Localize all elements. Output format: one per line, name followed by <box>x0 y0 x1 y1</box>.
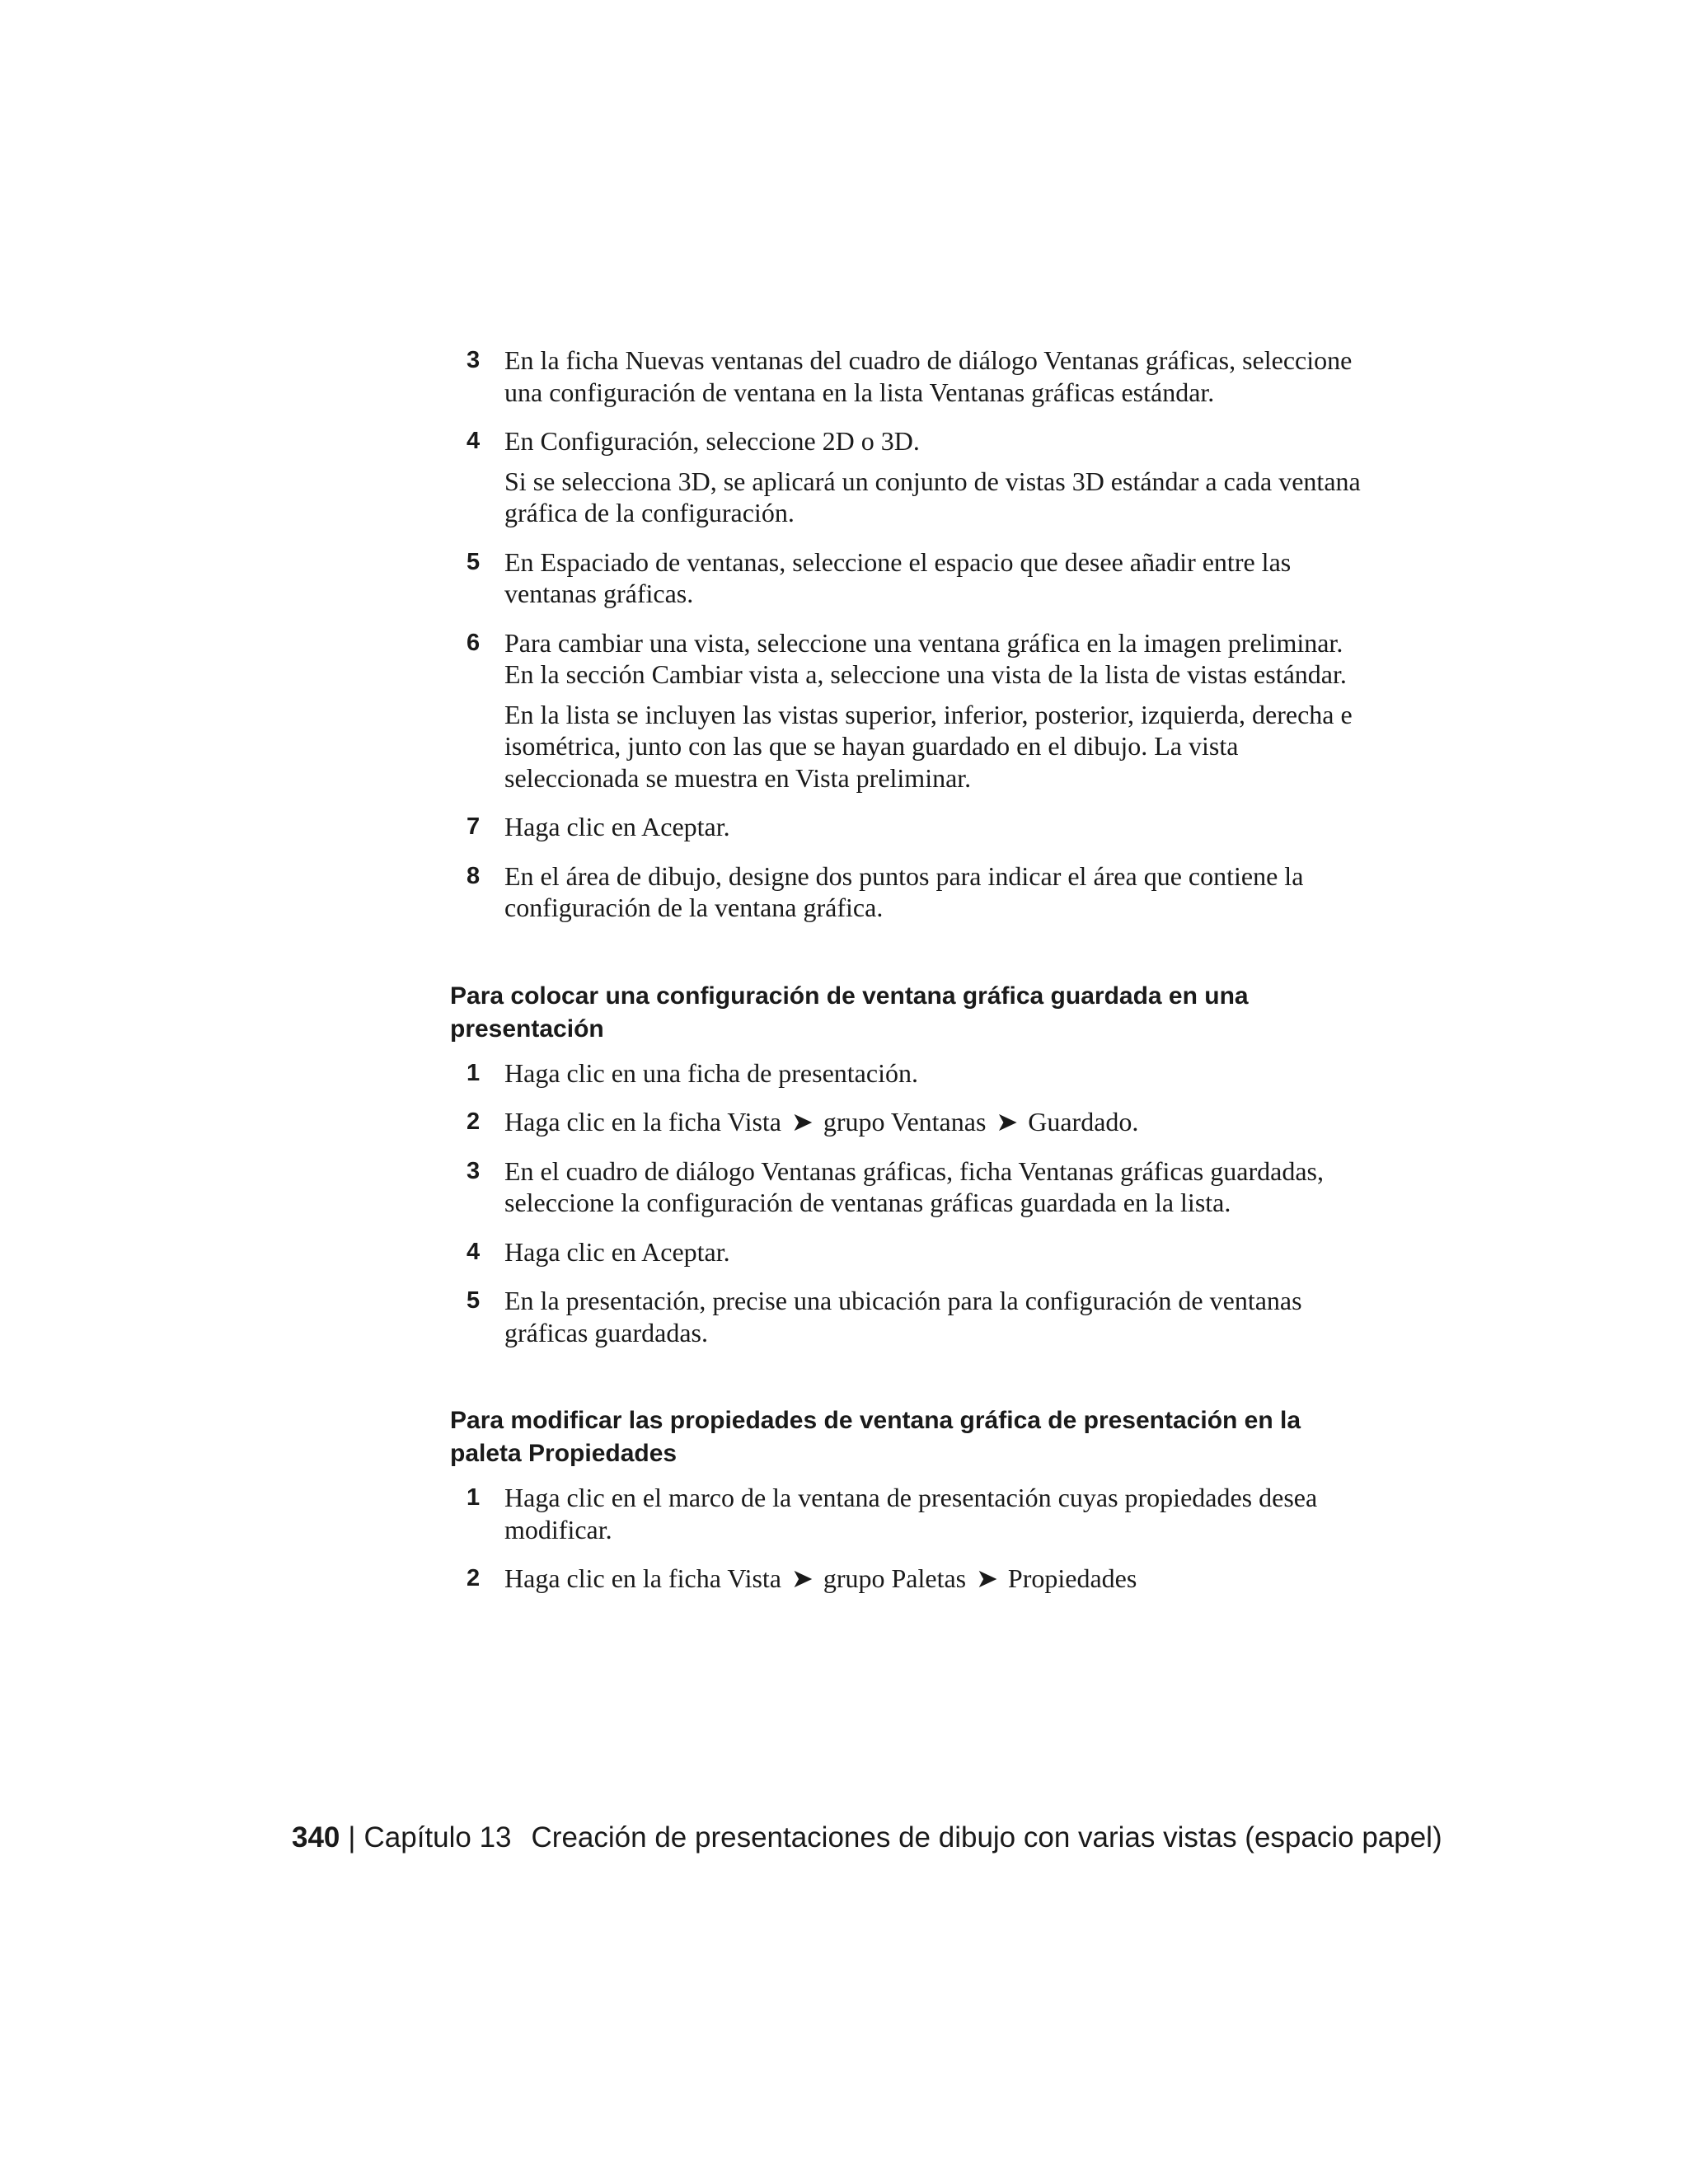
section-heading: Para colocar una configuración de ventana gráfica guardada en una presentación <box>450 982 1249 1043</box>
step-item <box>450 344 1365 408</box>
step-note: En la lista se incluyen las vistas superior, inferior, posterior, izquierda, derecha e isométrica, junto con las que se hayan guardado en el dibujo. La vista seleccionada se muestra en Vista preliminar. <box>504 699 1353 793</box>
step-number: 3 <box>467 347 481 373</box>
step-number: 3 <box>467 1157 481 1184</box>
chapter-label: Capítulo 13 <box>363 1821 512 1854</box>
step-text: En Espaciado de ventanas, seleccione el espacio que desee añadir entre las ventanas gráficas. <box>504 546 1292 608</box>
step-item <box>450 1155 1365 1219</box>
chapter-title: Creación de presentaciones de dibujo con varias vistas (espacio papel) <box>531 1821 1442 1854</box>
step-number: 4 <box>467 428 481 454</box>
section-place-saved-config <box>450 980 1365 1349</box>
page-footer <box>292 1820 1652 1856</box>
step-text: Haga clic en Aceptar. <box>504 812 730 841</box>
section-viewport-config <box>450 344 1365 924</box>
step-note: Si se selecciona 3D, se aplicará un conjunto de vistas 3D estándar a cada ventana gráfica de la configuración. <box>504 466 1361 527</box>
step-number: 4 <box>467 1238 481 1265</box>
step-item <box>450 1563 1365 1595</box>
step-text: En el cuadro de diálogo Ventanas gráficas, ficha Ventanas gráficas guardadas, seleccione la configuración de ventanas gráficas guardada en la lista. <box>504 1155 1324 1217</box>
arrow-separator-icon: ➤ <box>791 1563 814 1593</box>
step-text: Haga clic en el marco de la ventana de presentación cuyas propiedades desea modificar. <box>504 1483 1318 1544</box>
step-text: En el área de dibujo, designe dos puntos para indicar el área que contiene la configuración de la ventana gráfica. <box>504 860 1304 922</box>
step-item <box>450 1057 1365 1090</box>
arrow-separator-icon: ➤ <box>996 1107 1019 1137</box>
step-item <box>450 627 1365 794</box>
step-text <box>504 1563 1365 1595</box>
page-number: 340 <box>292 1821 340 1854</box>
arrow-separator-icon: ➤ <box>976 1563 998 1593</box>
step-item <box>450 1106 1365 1138</box>
footer-divider: | <box>348 1821 356 1854</box>
step-text-part: Propiedades <box>1007 1563 1137 1593</box>
step-text <box>504 1106 1365 1138</box>
step-number: 6 <box>467 629 481 656</box>
step-text-part: Haga clic en la ficha Vista <box>504 1107 781 1137</box>
step-text-part: grupo Ventanas <box>823 1107 987 1137</box>
step-number: 1 <box>467 1059 481 1086</box>
step-item <box>450 425 1365 529</box>
step-text: En la ficha Nuevas ventanas del cuadro de diálogo Ventanas gráficas, seleccione una configuración de ventana en la lista Ventanas gráficas estándar. <box>504 345 1353 407</box>
section-modify-properties <box>450 1404 1365 1595</box>
step-text: En la presentación, precise una ubicación para la configuración de ventanas gráficas guardadas. <box>504 1286 1302 1347</box>
step-item <box>450 1236 1365 1268</box>
step-item <box>450 1285 1365 1348</box>
step-item <box>450 1482 1365 1545</box>
step-text: Haga clic en Aceptar. <box>504 1236 730 1267</box>
step-text: En Configuración, seleccione 2D o 3D. <box>504 426 920 456</box>
arrow-separator-icon: ➤ <box>791 1107 814 1137</box>
step-text: Haga clic en una ficha de presentación. <box>504 1057 918 1088</box>
step-number: 2 <box>467 1108 481 1135</box>
step-number: 5 <box>467 1287 481 1314</box>
step-number: 2 <box>467 1565 481 1591</box>
step-number: 1 <box>467 1484 481 1511</box>
step-text-part: Guardado. <box>1028 1107 1139 1137</box>
section-heading: Para modificar las propiedades de ventana gráfica de presentación en la paleta Propiedades <box>450 1407 1301 1467</box>
step-text: Para cambiar una vista, seleccione una ventana gráfica en la imagen preliminar. En la sección Cambiar vista a, seleccione una vista de la lista de vistas estándar. <box>504 627 1347 689</box>
page-content <box>450 344 1365 1612</box>
step-item <box>450 860 1365 924</box>
step-text-part: grupo Paletas <box>823 1563 967 1593</box>
step-number: 7 <box>467 813 481 840</box>
step-number: 8 <box>467 862 481 889</box>
step-item <box>450 811 1365 843</box>
step-text-part: Haga clic en la ficha Vista <box>504 1563 781 1593</box>
step-number: 5 <box>467 548 481 575</box>
step-item <box>450 546 1365 610</box>
